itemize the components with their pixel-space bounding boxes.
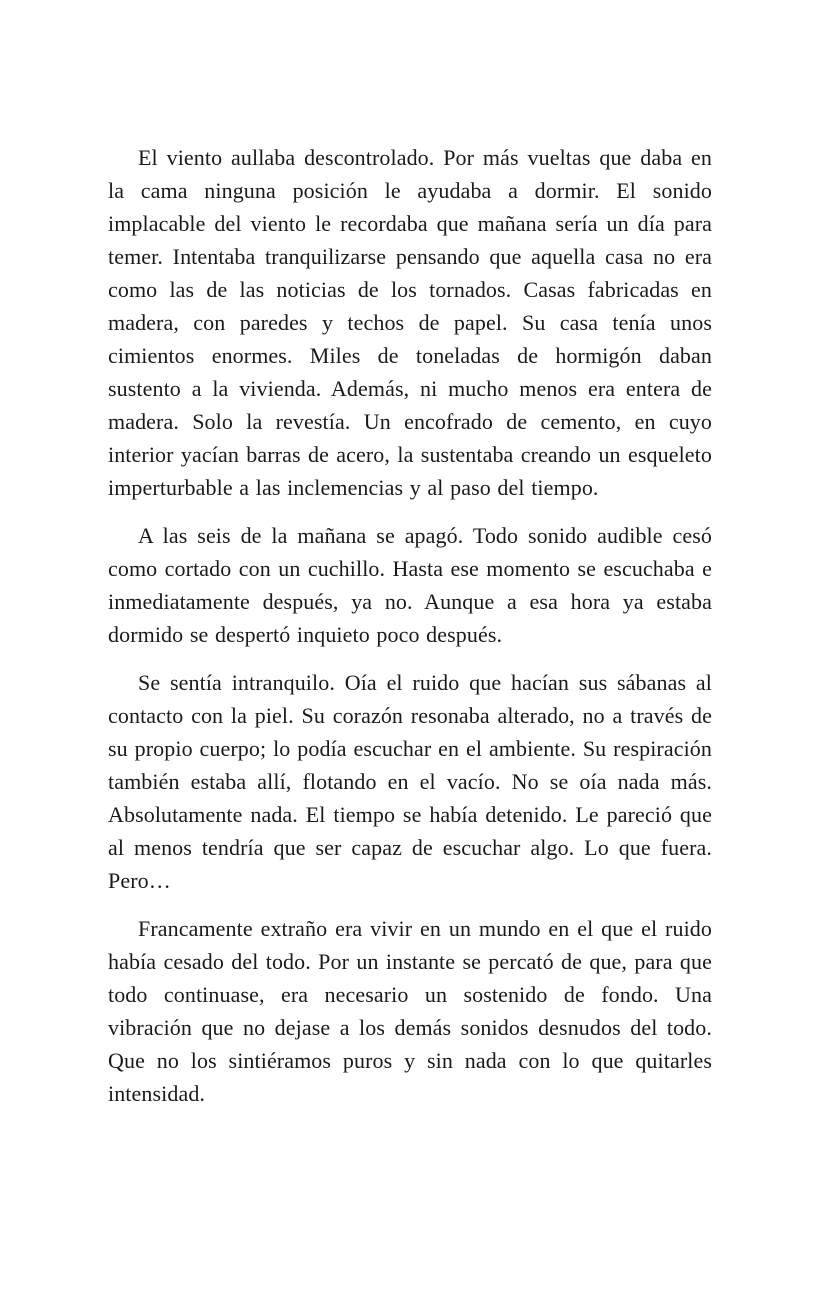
body-paragraph-4: Francamente extraño era vivir en un mundo en el que el ruido había cesado del todo. Por un instante se percató de que, para que todo continuase, era necesario un sostenido de fondo. Una vibración que no dejase a los demás sonidos desnudos del todo. Que no los sintiéramos puros y sin nada con lo que quitarles intensidad. xyxy=(108,916,712,1106)
body-paragraph-1: El viento aullaba descontrolado. Por más vueltas que daba en la cama ninguna posición le ayudaba a dormir. El sonido implacable del viento le recordaba que mañana sería un día para temer. Intentaba tranquilizarse pensando que aquella casa no era como las de las noticias de los tornados. Casas fabricadas en madera, con paredes y techos de papel. Su casa tenía unos cimientos enormes. Miles de toneladas de hormigón daban sustento a la vivienda. Además, ni mucho menos era entera de madera. Solo la revestía. Un encofrado de cemento, en cuyo interior yacían barras de acero, la sustentaba creando un esqueleto imperturbable a las inclemencias y al paso del tiempo. xyxy=(108,145,712,500)
body-paragraph-2: A las seis de la mañana se apagó. Todo sonido audible cesó como cortado con un cuchillo. Hasta ese momento se escuchaba e inmediatamente después, ya no. Aunque a esa hora ya estaba dormido se despertó inquieto poco después. xyxy=(108,523,712,647)
body-paragraph-3: Se sentía intranquilo. Oía el ruido que hacían sus sábanas al contacto con la piel. Su corazón resonaba alterado, no a través de su propio cuerpo; lo podía escuchar en el ambiente. Su respiración también estaba allí, flotando en el vacío. No se oía nada más. Absolutamente nada. El tiempo se había detenido. Le pareció que al menos tendría que ser capaz de escuchar algo. Lo que fuera. Pero… xyxy=(108,670,712,893)
page-text-block xyxy=(108,141,712,1110)
